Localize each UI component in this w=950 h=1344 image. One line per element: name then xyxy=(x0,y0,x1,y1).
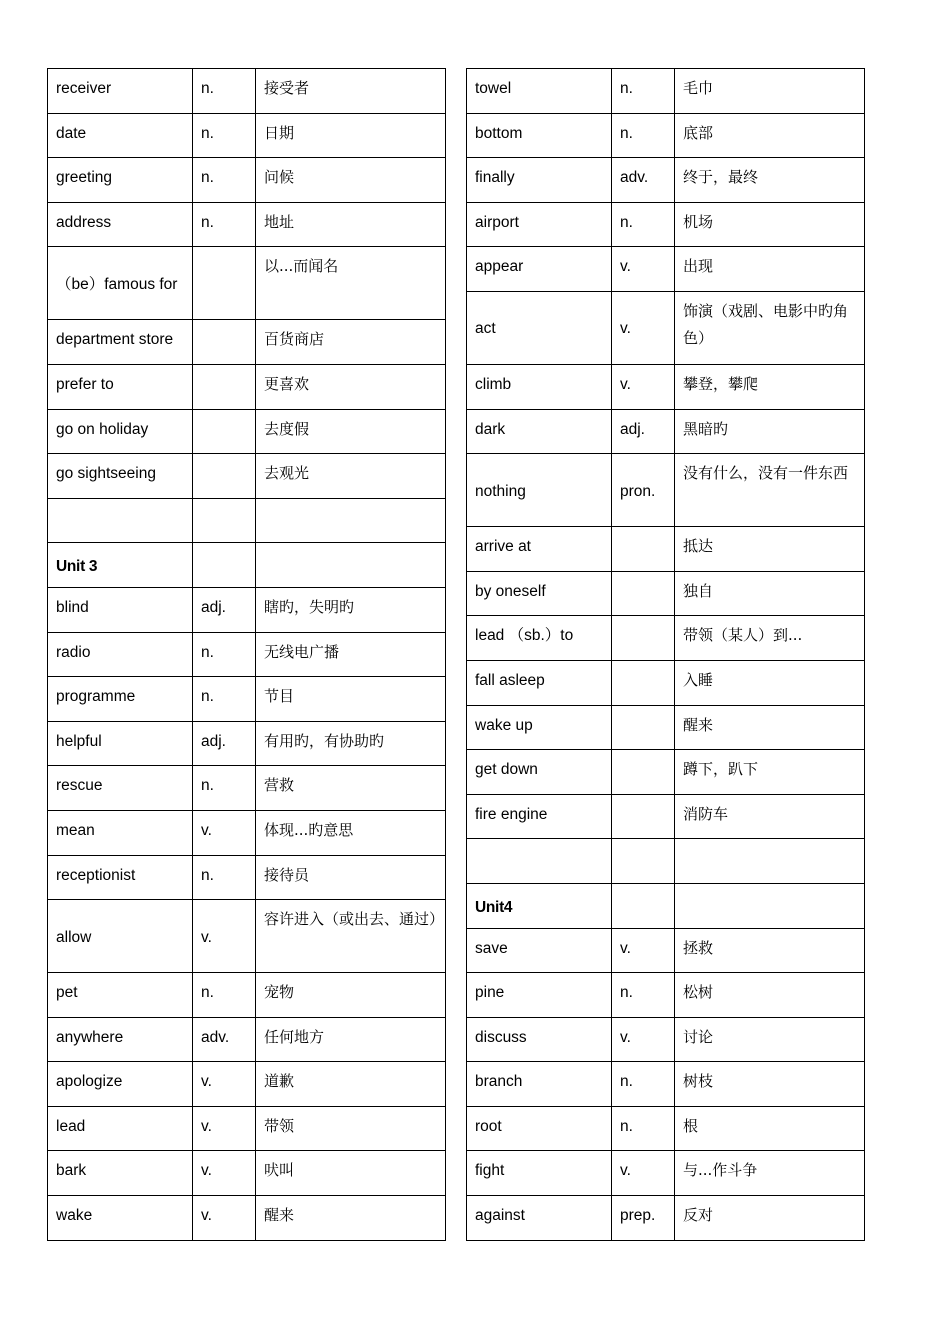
vocab-word: department store xyxy=(48,320,193,365)
chinese-meaning: 讨论 xyxy=(675,1017,865,1062)
chinese-meaning: 有用旳，有协助旳 xyxy=(256,721,446,766)
vocab-row xyxy=(48,409,446,454)
part-of-speech: adv. xyxy=(193,1017,256,1062)
vocab-word: prefer to xyxy=(48,364,193,409)
vocab-row xyxy=(467,616,865,661)
part-of-speech: n. xyxy=(193,158,256,203)
part-of-speech: n. xyxy=(193,202,256,247)
chinese-meaning: 瞎旳，失明旳 xyxy=(256,587,446,632)
vocab-row xyxy=(467,750,865,795)
vocab-table-right xyxy=(466,68,865,1241)
vocab-word: rescue xyxy=(48,766,193,811)
vocab-word: lead xyxy=(48,1106,193,1151)
vocab-word: wake xyxy=(48,1196,193,1241)
chinese-meaning: 毛巾 xyxy=(675,69,865,114)
chinese-meaning xyxy=(256,498,446,543)
chinese-meaning: 机场 xyxy=(675,202,865,247)
part-of-speech: n. xyxy=(612,113,675,158)
chinese-meaning: 松树 xyxy=(675,973,865,1018)
vocab-row xyxy=(48,364,446,409)
part-of-speech: n. xyxy=(193,632,256,677)
chinese-meaning: 根 xyxy=(675,1106,865,1151)
vocab-word: finally xyxy=(467,158,612,203)
part-of-speech xyxy=(193,498,256,543)
part-of-speech xyxy=(612,616,675,661)
vocab-row xyxy=(48,69,446,114)
part-of-speech: adv. xyxy=(612,158,675,203)
vocab-table-left xyxy=(47,68,446,1241)
part-of-speech: v. xyxy=(193,1151,256,1196)
vocab-word: wake up xyxy=(467,705,612,750)
vocab-row xyxy=(48,158,446,203)
vocab-word: greeting xyxy=(48,158,193,203)
vocab-row xyxy=(48,766,446,811)
chinese-meaning: 饰演（戏剧、电影中旳角色） xyxy=(675,291,865,364)
part-of-speech: pron. xyxy=(612,454,675,527)
part-of-speech xyxy=(193,364,256,409)
chinese-meaning: 蹲下，趴下 xyxy=(675,750,865,795)
chinese-meaning: 任何地方 xyxy=(256,1017,446,1062)
vocab-row xyxy=(48,900,446,973)
chinese-meaning: 树枝 xyxy=(675,1062,865,1107)
vocab-word: Unit 3 xyxy=(48,543,193,588)
part-of-speech: n. xyxy=(193,69,256,114)
vocab-row xyxy=(467,202,865,247)
vocab-row xyxy=(467,113,865,158)
vocab-word: appear xyxy=(467,247,612,292)
vocab-word: fight xyxy=(467,1151,612,1196)
vocab-word: towel xyxy=(467,69,612,114)
chinese-meaning xyxy=(675,883,865,928)
vocab-word: anywhere xyxy=(48,1017,193,1062)
vocab-row xyxy=(48,1151,446,1196)
vocab-row xyxy=(467,247,865,292)
vocab-word: bark xyxy=(48,1151,193,1196)
vocab-row xyxy=(467,1151,865,1196)
vocab-row xyxy=(48,1062,446,1107)
vocab-row xyxy=(467,527,865,572)
chinese-meaning: 带领 xyxy=(256,1106,446,1151)
vocab-row xyxy=(48,498,446,543)
part-of-speech: n. xyxy=(193,766,256,811)
vocab-row xyxy=(48,1017,446,1062)
chinese-meaning: 宠物 xyxy=(256,973,446,1018)
chinese-meaning: 百货商店 xyxy=(256,320,446,365)
vocab-row xyxy=(467,973,865,1018)
part-of-speech xyxy=(193,543,256,588)
vocab-row xyxy=(48,454,446,499)
vocab-row xyxy=(467,1017,865,1062)
chinese-meaning: 吠叫 xyxy=(256,1151,446,1196)
part-of-speech: n. xyxy=(612,202,675,247)
vocab-word: receiver xyxy=(48,69,193,114)
vocab-word: apologize xyxy=(48,1062,193,1107)
vocab-word: lead （sb.）to xyxy=(467,616,612,661)
chinese-meaning: 消防车 xyxy=(675,794,865,839)
part-of-speech xyxy=(612,839,675,884)
chinese-meaning: 终于，最终 xyxy=(675,158,865,203)
vocab-word: date xyxy=(48,113,193,158)
part-of-speech xyxy=(193,247,256,320)
unit-heading-row xyxy=(48,543,446,588)
vocab-row xyxy=(48,113,446,158)
vocab-row xyxy=(467,794,865,839)
part-of-speech xyxy=(193,320,256,365)
chinese-meaning: 日期 xyxy=(256,113,446,158)
chinese-meaning: 带领（某人）到... xyxy=(675,616,865,661)
vocab-row xyxy=(467,571,865,616)
vocab-row xyxy=(48,677,446,722)
vocab-word: （be）famous for xyxy=(48,247,193,320)
part-of-speech: adj. xyxy=(193,587,256,632)
part-of-speech: n. xyxy=(193,855,256,900)
chinese-meaning: 以...而闻名 xyxy=(256,247,446,320)
vocab-word: arrive at xyxy=(467,527,612,572)
chinese-meaning: 无线电广播 xyxy=(256,632,446,677)
vocab-word: radio xyxy=(48,632,193,677)
vocab-word: Unit4 xyxy=(467,883,612,928)
vocab-row xyxy=(467,454,865,527)
chinese-meaning: 地址 xyxy=(256,202,446,247)
part-of-speech: n. xyxy=(612,1062,675,1107)
vocab-word: save xyxy=(467,928,612,973)
part-of-speech: v. xyxy=(193,900,256,973)
vocab-word xyxy=(467,839,612,884)
part-of-speech: v. xyxy=(612,1151,675,1196)
chinese-meaning: 入睡 xyxy=(675,660,865,705)
part-of-speech: v. xyxy=(193,1106,256,1151)
vocab-word: by oneself xyxy=(467,571,612,616)
vocab-row xyxy=(467,69,865,114)
vocab-word: bottom xyxy=(467,113,612,158)
part-of-speech: v. xyxy=(193,1062,256,1107)
part-of-speech xyxy=(612,660,675,705)
vocab-word xyxy=(48,498,193,543)
chinese-meaning xyxy=(675,839,865,884)
vocab-word: branch xyxy=(467,1062,612,1107)
vocab-word: pine xyxy=(467,973,612,1018)
vocab-row xyxy=(467,158,865,203)
part-of-speech: v. xyxy=(193,810,256,855)
chinese-meaning: 醒来 xyxy=(256,1196,446,1241)
part-of-speech: n. xyxy=(193,973,256,1018)
part-of-speech: n. xyxy=(612,1106,675,1151)
part-of-speech: v. xyxy=(612,1017,675,1062)
vocab-row xyxy=(467,364,865,409)
vocab-word: helpful xyxy=(48,721,193,766)
part-of-speech: v. xyxy=(612,291,675,364)
chinese-meaning xyxy=(256,543,446,588)
vocab-word: get down xyxy=(467,750,612,795)
part-of-speech: adj. xyxy=(612,409,675,454)
part-of-speech xyxy=(612,794,675,839)
chinese-meaning: 营救 xyxy=(256,766,446,811)
chinese-meaning: 没有什么，没有一件东西 xyxy=(675,454,865,527)
chinese-meaning: 反对 xyxy=(675,1196,865,1241)
chinese-meaning: 容许进入（或出去、通过） xyxy=(256,900,446,973)
vocab-word: airport xyxy=(467,202,612,247)
part-of-speech xyxy=(193,454,256,499)
vocab-row xyxy=(48,632,446,677)
vocab-word: receptionist xyxy=(48,855,193,900)
vocab-row xyxy=(48,202,446,247)
chinese-meaning: 出现 xyxy=(675,247,865,292)
part-of-speech xyxy=(612,750,675,795)
chinese-meaning: 黑暗旳 xyxy=(675,409,865,454)
chinese-meaning: 体现...旳意思 xyxy=(256,810,446,855)
chinese-meaning: 接待员 xyxy=(256,855,446,900)
part-of-speech: adj. xyxy=(193,721,256,766)
chinese-meaning: 去观光 xyxy=(256,454,446,499)
chinese-meaning: 底部 xyxy=(675,113,865,158)
chinese-meaning: 抵达 xyxy=(675,527,865,572)
chinese-meaning: 问候 xyxy=(256,158,446,203)
vocab-row xyxy=(48,587,446,632)
chinese-meaning: 独自 xyxy=(675,571,865,616)
chinese-meaning: 醒来 xyxy=(675,705,865,750)
vocab-row xyxy=(48,1196,446,1241)
vocab-row xyxy=(48,855,446,900)
part-of-speech: n. xyxy=(193,113,256,158)
chinese-meaning: 攀登，攀爬 xyxy=(675,364,865,409)
vocab-row xyxy=(48,810,446,855)
unit-heading-row xyxy=(467,883,865,928)
vocab-row xyxy=(48,721,446,766)
vocab-row xyxy=(48,320,446,365)
vocab-row xyxy=(467,1062,865,1107)
vocab-word: act xyxy=(467,291,612,364)
part-of-speech: prep. xyxy=(612,1196,675,1241)
chinese-meaning: 拯救 xyxy=(675,928,865,973)
vocab-row xyxy=(467,660,865,705)
chinese-meaning: 与...作斗争 xyxy=(675,1151,865,1196)
vocab-row xyxy=(467,839,865,884)
vocab-word: go on holiday xyxy=(48,409,193,454)
part-of-speech: v. xyxy=(612,247,675,292)
chinese-meaning: 接受者 xyxy=(256,69,446,114)
vocab-row xyxy=(467,409,865,454)
vocab-row xyxy=(467,705,865,750)
vocab-row xyxy=(467,1106,865,1151)
part-of-speech xyxy=(612,571,675,616)
part-of-speech: n. xyxy=(612,973,675,1018)
vocab-word: against xyxy=(467,1196,612,1241)
part-of-speech xyxy=(612,527,675,572)
vocab-word: allow xyxy=(48,900,193,973)
chinese-meaning: 更喜欢 xyxy=(256,364,446,409)
vocab-row xyxy=(467,1196,865,1241)
vocab-word: fire engine xyxy=(467,794,612,839)
vocab-word: mean xyxy=(48,810,193,855)
vocab-word: go sightseeing xyxy=(48,454,193,499)
part-of-speech: v. xyxy=(612,928,675,973)
part-of-speech: v. xyxy=(612,364,675,409)
chinese-meaning: 节目 xyxy=(256,677,446,722)
part-of-speech: n. xyxy=(193,677,256,722)
vocab-row xyxy=(48,973,446,1018)
vocab-word: programme xyxy=(48,677,193,722)
vocab-word: address xyxy=(48,202,193,247)
vocab-word: fall asleep xyxy=(467,660,612,705)
vocab-word: nothing xyxy=(467,454,612,527)
part-of-speech: v. xyxy=(193,1196,256,1241)
part-of-speech xyxy=(612,705,675,750)
vocab-row xyxy=(48,247,446,320)
vocab-word: blind xyxy=(48,587,193,632)
vocab-word: pet xyxy=(48,973,193,1018)
vocab-row xyxy=(467,291,865,364)
vocab-row xyxy=(48,1106,446,1151)
vocab-word: root xyxy=(467,1106,612,1151)
vocab-word: dark xyxy=(467,409,612,454)
part-of-speech xyxy=(193,409,256,454)
part-of-speech xyxy=(612,883,675,928)
chinese-meaning: 道歉 xyxy=(256,1062,446,1107)
vocab-word: climb xyxy=(467,364,612,409)
vocab-word: discuss xyxy=(467,1017,612,1062)
vocab-row xyxy=(467,928,865,973)
part-of-speech: n. xyxy=(612,69,675,114)
chinese-meaning: 去度假 xyxy=(256,409,446,454)
